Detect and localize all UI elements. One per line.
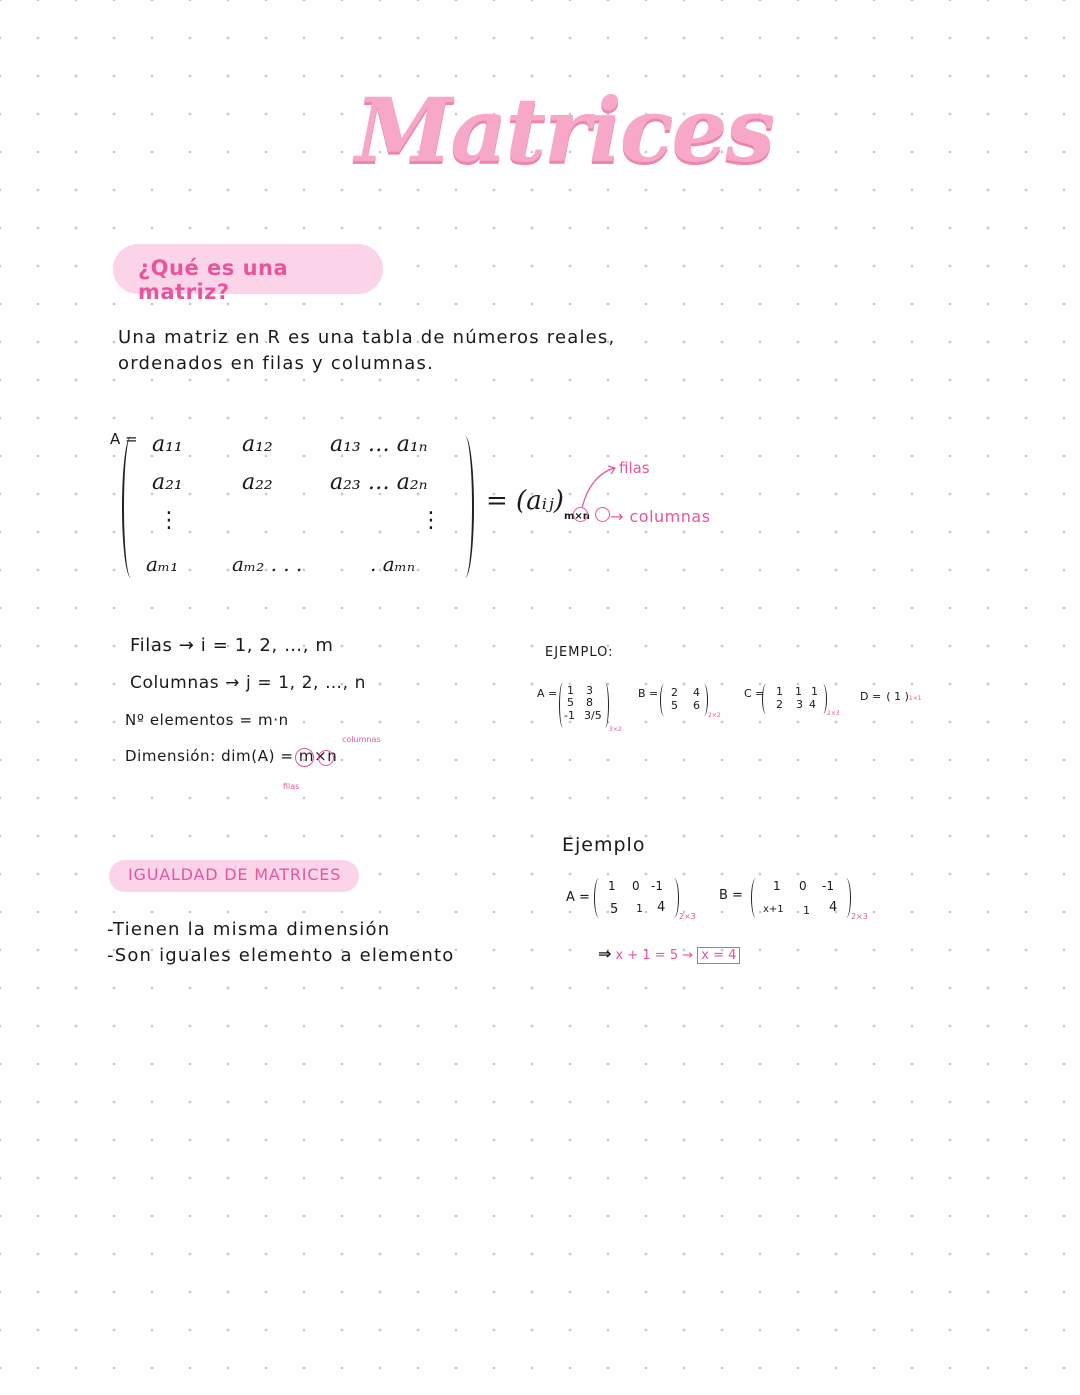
example2-solution (598, 944, 740, 963)
matrix-label: A = (537, 687, 558, 700)
matrix-cell: -1 (564, 709, 575, 722)
matrix-cell: 1 (636, 902, 643, 915)
matrix-cell: 2 (671, 686, 678, 699)
matrix-label: A = (566, 890, 590, 905)
matrix-cell: 1 (608, 879, 616, 893)
matrix-cell: 1 (567, 684, 574, 697)
matrix-cell: a₁₁ (152, 432, 183, 457)
dimension-label: 1×1 (908, 695, 922, 702)
definition-line-2: ordenados en filas y columnas. (118, 353, 435, 374)
dim-note-columnas: columnas (342, 735, 381, 744)
dimension-label: 2×3 (851, 912, 868, 921)
annotation-columnas: → columnas (610, 507, 711, 526)
matrix-cell: 6 (693, 699, 700, 712)
matrix-cell: aₘ₂ . . . (232, 552, 303, 576)
left-paren (594, 878, 604, 918)
matrix-cell: 1 (776, 685, 783, 698)
vertical-dots: ⋮ (158, 508, 180, 533)
dimension-label: 2×2 (708, 712, 721, 719)
matrix-cell: 4 (657, 900, 666, 915)
matrix-cell: -1 (651, 879, 663, 893)
matrix-cell: 5 (567, 696, 574, 709)
matrix-cell: -1 (822, 879, 834, 893)
compact-formula: = (aᵢⱼ) (486, 486, 564, 516)
matrix-cell: 1 (811, 685, 818, 698)
implies-icon: ⇒ (598, 944, 612, 963)
section-heading-pill (113, 244, 383, 304)
matrix-cell: 1 (795, 685, 802, 698)
right-paren (819, 684, 827, 714)
example2-matrix-a (566, 876, 706, 924)
right-paren (841, 878, 851, 918)
dim-note-filas: filas (283, 782, 300, 791)
solution-equation: x + 1 = 5 → (615, 948, 694, 963)
property-columnas: Columnas → j = 1, 2, …, n (130, 673, 367, 693)
rule-1: -Tienen la misma dimensión (107, 919, 391, 940)
matrix-label: B = (719, 888, 743, 903)
page-title: Matrices (355, 78, 773, 182)
equality-rules (107, 917, 454, 969)
left-paren (762, 684, 770, 714)
general-matrix (108, 430, 488, 590)
matrix-cell: a₁₂ (242, 432, 273, 457)
matrix-cell: 3 (796, 698, 803, 711)
arrow-icon (580, 462, 620, 512)
example2-matrix-b (719, 876, 879, 924)
highlight-circle (295, 748, 314, 767)
dimension-label: 2×3 (679, 912, 696, 921)
solution-result: x = 4 (697, 947, 740, 964)
matrix-label: A = (110, 430, 138, 448)
right-paren (669, 878, 679, 918)
example-heading: EJEMPLO: (545, 645, 614, 660)
annotation-columnas-text: columnas (629, 507, 711, 526)
section-heading-pill (109, 860, 359, 892)
definition-line-1: Una matriz en R es una tabla de números reales, (118, 327, 616, 348)
highlight-circle (318, 750, 334, 766)
example2-heading: Ejemplo (562, 834, 646, 856)
annotation-filas: filas (619, 459, 650, 477)
matrix-cell: 5 (610, 902, 619, 917)
matrix-label: C = (744, 687, 765, 700)
left-paren (122, 436, 140, 578)
rule-2: -Son iguales elemento a elemento (107, 945, 455, 966)
dimension-label: 2×3 (827, 710, 840, 717)
matrix-cell: 3/5 (584, 709, 602, 722)
dimension-label: 3×2 (609, 726, 622, 733)
example-matrix-c (744, 684, 854, 724)
example-matrix-a (537, 680, 627, 740)
matrix-cell: x+1 (763, 904, 784, 915)
left-paren (660, 684, 668, 716)
matrix-cell: a₂₁ (152, 470, 183, 495)
section-heading: IGUALDAD DE MATRICES (128, 865, 342, 884)
compact-subscript: m×n (563, 511, 590, 522)
matrix-cell: a₁₃ … a₁ₙ (330, 432, 428, 457)
right-paren (601, 682, 609, 728)
matrix-cell: a₂₃ … a₂ₙ (330, 470, 428, 495)
matrix-cell: aₘ₁ (146, 552, 179, 576)
right-paren (700, 684, 708, 716)
matrix-cell: 4 (693, 686, 700, 699)
matrix-cell: . aₘₙ (370, 552, 416, 576)
matrix-cell: 4 (829, 900, 838, 915)
property-filas: Filas → i = 1, 2, …, m (130, 635, 334, 656)
matrix-cell: 1 (773, 879, 781, 893)
matrix-cell: 1 (894, 690, 902, 703)
matrix-cell: 2 (776, 698, 783, 711)
matrix-label: B = (638, 687, 659, 700)
left-paren (751, 878, 761, 918)
matrix-cell: a₂₂ (242, 470, 273, 495)
matrix-cell: 3 (586, 684, 593, 697)
matrix-cell: 1 (803, 904, 810, 917)
matrix-cell: 4 (809, 698, 816, 711)
property-elementos: Nº elementos = m·n (125, 711, 289, 729)
matrix-cell: 0 (799, 879, 807, 893)
definition-text (118, 325, 615, 377)
matrix-label: D = (860, 690, 882, 703)
matrix-cell: 8 (586, 696, 593, 709)
example-matrix-b (638, 684, 728, 724)
vertical-dots: ⋮ (420, 508, 442, 533)
property-dimension: Dimensión: dim(A) = m×n (125, 747, 338, 765)
matrix-cell: 0 (632, 879, 640, 893)
example-matrix-d: D = ( 1 )1×1 (860, 690, 922, 703)
matrix-cell: 5 (671, 699, 678, 712)
section-heading: ¿Qué es una matriz? (138, 256, 289, 304)
right-paren (456, 436, 474, 578)
